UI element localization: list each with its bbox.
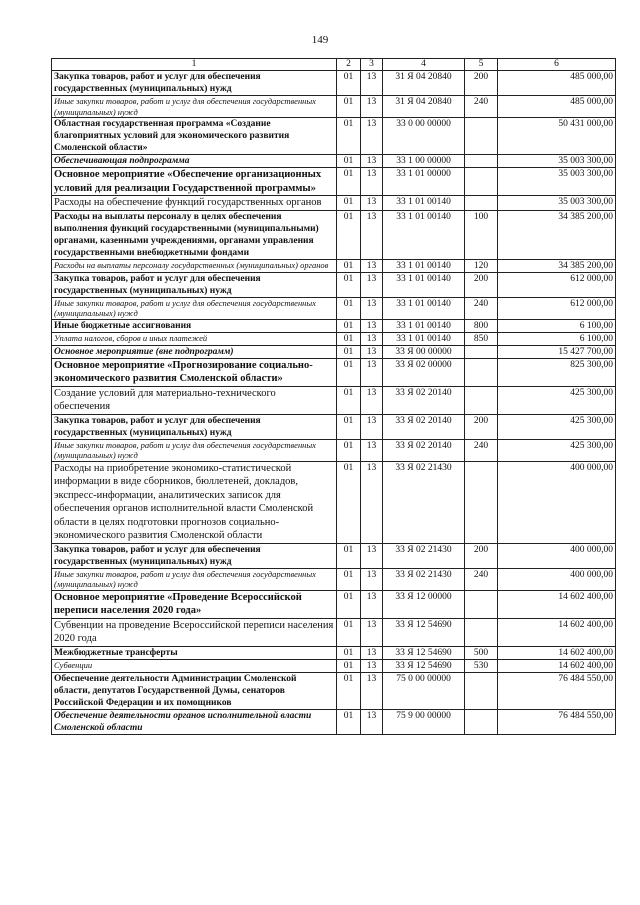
row-section-cell: 01	[337, 461, 361, 543]
row-section-cell: 01	[337, 386, 361, 414]
row-target-article-cell: 33 1 01 00140	[383, 319, 465, 332]
header-cell-name: 1	[52, 59, 337, 71]
row-target-article-cell: 33 Я 12 54690	[383, 659, 465, 672]
row-expense-type-cell: 240	[465, 96, 498, 118]
row-target-article-cell: 33 1 01 00140	[383, 332, 465, 345]
row-subsection-cell: 13	[361, 646, 383, 659]
row-section-cell: 01	[337, 96, 361, 118]
row-name-cell: Иные бюджетные ассигнования	[52, 319, 337, 332]
row-amount-cell: 76 484 550,00	[498, 709, 616, 734]
row-subsection-cell: 13	[361, 543, 383, 568]
row-subsection-cell: 13	[361, 461, 383, 543]
row-subsection-cell: 13	[361, 155, 383, 168]
row-amount-cell: 35 003 300,00	[498, 155, 616, 168]
table-row	[52, 646, 616, 659]
table-row	[52, 439, 616, 461]
row-subsection-cell: 13	[361, 590, 383, 618]
table-row	[52, 543, 616, 568]
row-expense-type-cell	[465, 345, 498, 358]
row-expense-type-cell: 200	[465, 71, 498, 96]
row-expense-type-cell	[465, 118, 498, 155]
table-header-row	[52, 59, 616, 71]
row-subsection-cell: 13	[361, 709, 383, 734]
row-name-cell: Субвенции	[52, 659, 337, 672]
row-amount-cell: 400 000,00	[498, 461, 616, 543]
row-target-article-cell: 33 0 00 00000	[383, 118, 465, 155]
row-subsection-cell: 13	[361, 568, 383, 590]
row-target-article-cell: 33 Я 00 00000	[383, 345, 465, 358]
row-section-cell: 01	[337, 155, 361, 168]
row-name-cell: Основное мероприятие «Прогнозирование социально-экономического развития Смоленской области»	[52, 358, 337, 386]
row-section-cell: 01	[337, 709, 361, 734]
row-section-cell: 01	[337, 543, 361, 568]
row-section-cell: 01	[337, 332, 361, 345]
row-expense-type-cell	[465, 618, 498, 646]
row-section-cell: 01	[337, 272, 361, 297]
row-amount-cell: 35 003 300,00	[498, 168, 616, 196]
row-section-cell: 01	[337, 439, 361, 461]
row-expense-type-cell: 200	[465, 414, 498, 439]
row-target-article-cell: 33 1 01 00140	[383, 272, 465, 297]
row-target-article-cell: 33 Я 12 54690	[383, 618, 465, 646]
row-name-cell: Иные закупки товаров, работ и услуг для обеспечения государственных (муниципальных) нужд	[52, 96, 337, 118]
row-target-article-cell: 33 Я 02 00000	[383, 358, 465, 386]
row-expense-type-cell: 240	[465, 297, 498, 319]
row-target-article-cell: 33 Я 02 21430	[383, 461, 465, 543]
row-subsection-cell: 13	[361, 297, 383, 319]
row-section-cell: 01	[337, 168, 361, 196]
row-amount-cell: 612 000,00	[498, 272, 616, 297]
row-name-cell: Расходы на обеспечение функций государственных органов	[52, 196, 337, 211]
row-name-cell: Основное мероприятие (вне подпрограмм)	[52, 345, 337, 358]
table-row	[52, 332, 616, 345]
row-name-cell: Расходы на приобретение экономико-статистической информации в виде сборников, бюллетеней, докладов, экспресс-информации, аналитических записок для обеспечения органов исполнительной власти Смоленской области в целях подготовки прогнозов социально-экономического развития Смоленской области	[52, 461, 337, 543]
header-cell-target-article: 4	[383, 59, 465, 71]
table-row	[52, 590, 616, 618]
row-expense-type-cell	[465, 672, 498, 709]
row-amount-cell: 6 100,00	[498, 319, 616, 332]
row-amount-cell: 14 602 400,00	[498, 646, 616, 659]
row-amount-cell: 76 484 550,00	[498, 672, 616, 709]
row-target-article-cell: 31 Я 04 20840	[383, 96, 465, 118]
row-amount-cell: 400 000,00	[498, 568, 616, 590]
table-row	[52, 659, 616, 672]
row-subsection-cell: 13	[361, 168, 383, 196]
row-section-cell: 01	[337, 414, 361, 439]
row-subsection-cell: 13	[361, 332, 383, 345]
row-subsection-cell: 13	[361, 272, 383, 297]
row-target-article-cell: 75 0 00 00000	[383, 672, 465, 709]
row-target-article-cell: 33 1 01 00000	[383, 168, 465, 196]
row-target-article-cell: 33 1 01 00140	[383, 210, 465, 259]
row-name-cell: Межбюджетные трансферты	[52, 646, 337, 659]
table-row	[52, 196, 616, 211]
row-expense-type-cell: 200	[465, 272, 498, 297]
row-target-article-cell: 33 1 01 00140	[383, 196, 465, 211]
row-amount-cell: 14 602 400,00	[498, 618, 616, 646]
row-expense-type-cell	[465, 386, 498, 414]
table-row	[52, 71, 616, 96]
table-row	[52, 709, 616, 734]
row-name-cell: Областная государственная программа «Создание благоприятных условий для экономического развития Смоленской области»	[52, 118, 337, 155]
table-row	[52, 414, 616, 439]
row-subsection-cell: 13	[361, 358, 383, 386]
row-expense-type-cell	[465, 155, 498, 168]
row-target-article-cell: 33 Я 02 21430	[383, 568, 465, 590]
row-target-article-cell: 33 1 01 00140	[383, 297, 465, 319]
row-subsection-cell: 13	[361, 71, 383, 96]
row-amount-cell: 612 000,00	[498, 297, 616, 319]
row-name-cell: Обеспечение деятельности органов исполнительной власти Смоленской области	[52, 709, 337, 734]
table-body	[52, 71, 616, 735]
row-name-cell: Иные закупки товаров, работ и услуг для обеспечения государственных (муниципальных) нужд	[52, 568, 337, 590]
row-subsection-cell: 13	[361, 96, 383, 118]
row-name-cell: Иные закупки товаров, работ и услуг для обеспечения государственных (муниципальных) нужд	[52, 439, 337, 461]
row-section-cell: 01	[337, 210, 361, 259]
row-amount-cell: 34 385 200,00	[498, 210, 616, 259]
table-row	[52, 297, 616, 319]
table-row	[52, 618, 616, 646]
header-cell-subsection: 3	[361, 59, 383, 71]
row-name-cell: Расходы на выплаты персоналу в целях обеспечения выполнения функций государственными (муниципальными) органами, казенными учреждениями, органами управления государственными внебюджетными фондами	[52, 210, 337, 259]
row-amount-cell: 425 300,00	[498, 414, 616, 439]
row-amount-cell: 400 000,00	[498, 543, 616, 568]
row-amount-cell: 34 385 200,00	[498, 259, 616, 272]
row-expense-type-cell	[465, 358, 498, 386]
row-subsection-cell: 13	[361, 345, 383, 358]
row-name-cell: Закупка товаров, работ и услуг для обеспечения государственных (муниципальных) нужд	[52, 543, 337, 568]
row-amount-cell: 15 427 700,00	[498, 345, 616, 358]
row-subsection-cell: 13	[361, 659, 383, 672]
row-target-article-cell: 33 1 00 00000	[383, 155, 465, 168]
row-section-cell: 01	[337, 319, 361, 332]
budget-table	[51, 58, 616, 735]
row-name-cell: Обеспечение деятельности Администрации Смоленской области, депутатов Государственной Думы, сенаторов Российской Федерации и их помощников	[52, 672, 337, 709]
header-cell-amount: 6	[498, 59, 616, 71]
table-row	[52, 386, 616, 414]
row-amount-cell: 425 300,00	[498, 439, 616, 461]
row-section-cell: 01	[337, 568, 361, 590]
table-row	[52, 358, 616, 386]
row-expense-type-cell	[465, 168, 498, 196]
row-expense-type-cell: 100	[465, 210, 498, 259]
table-row	[52, 672, 616, 709]
table-row	[52, 259, 616, 272]
row-target-article-cell: 33 Я 02 21430	[383, 543, 465, 568]
table-row	[52, 118, 616, 155]
table-row	[52, 461, 616, 543]
row-name-cell: Основное мероприятие «Проведение Всероссийской переписи населения 2020 года»	[52, 590, 337, 618]
row-expense-type-cell: 500	[465, 646, 498, 659]
row-target-article-cell: 33 Я 02 20140	[383, 414, 465, 439]
row-section-cell: 01	[337, 259, 361, 272]
table-row	[52, 210, 616, 259]
row-subsection-cell: 13	[361, 118, 383, 155]
row-target-article-cell: 33 Я 12 54690	[383, 646, 465, 659]
row-name-cell: Закупка товаров, работ и услуг для обеспечения государственных (муниципальных) нужд	[52, 272, 337, 297]
table-row	[52, 319, 616, 332]
row-amount-cell: 14 602 400,00	[498, 590, 616, 618]
row-expense-type-cell: 240	[465, 439, 498, 461]
row-subsection-cell: 13	[361, 210, 383, 259]
row-section-cell: 01	[337, 118, 361, 155]
page-number: 149	[311, 34, 329, 46]
table-row	[52, 272, 616, 297]
row-subsection-cell: 13	[361, 439, 383, 461]
table-row	[52, 168, 616, 196]
row-amount-cell: 6 100,00	[498, 332, 616, 345]
row-subsection-cell: 13	[361, 672, 383, 709]
row-section-cell: 01	[337, 672, 361, 709]
row-target-article-cell: 31 Я 04 20840	[383, 71, 465, 96]
row-target-article-cell: 33 Я 12 00000	[383, 590, 465, 618]
row-name-cell: Субвенции на проведение Всероссийской переписи населения 2020 года	[52, 618, 337, 646]
table-row	[52, 345, 616, 358]
row-target-article-cell: 33 Я 02 20140	[383, 439, 465, 461]
row-subsection-cell: 13	[361, 386, 383, 414]
row-amount-cell: 14 602 400,00	[498, 659, 616, 672]
row-subsection-cell: 13	[361, 618, 383, 646]
row-name-cell: Иные закупки товаров, работ и услуг для обеспечения государственных (муниципальных) нужд	[52, 297, 337, 319]
row-amount-cell: 485 000,00	[498, 96, 616, 118]
row-subsection-cell: 13	[361, 259, 383, 272]
row-name-cell: Расходы на выплаты персоналу государственных (муниципальных) органов	[52, 259, 337, 272]
row-section-cell: 01	[337, 196, 361, 211]
row-expense-type-cell	[465, 461, 498, 543]
row-name-cell: Обеспечивающая подпрограмма	[52, 155, 337, 168]
row-expense-type-cell	[465, 590, 498, 618]
row-section-cell: 01	[337, 590, 361, 618]
row-section-cell: 01	[337, 71, 361, 96]
row-subsection-cell: 13	[361, 196, 383, 211]
row-name-cell: Создание условий для материально-технического обеспечения	[52, 386, 337, 414]
table-row	[52, 96, 616, 118]
row-expense-type-cell: 530	[465, 659, 498, 672]
row-subsection-cell: 13	[361, 319, 383, 332]
row-expense-type-cell	[465, 709, 498, 734]
row-expense-type-cell: 120	[465, 259, 498, 272]
row-name-cell: Основное мероприятие «Обеспечение организационных условий для реализации Государственной программы»	[52, 168, 337, 196]
row-expense-type-cell: 240	[465, 568, 498, 590]
row-expense-type-cell	[465, 196, 498, 211]
row-name-cell: Закупка товаров, работ и услуг для обеспечения государственных (муниципальных) нужд	[52, 71, 337, 96]
row-expense-type-cell: 800	[465, 319, 498, 332]
row-target-article-cell: 33 Я 02 20140	[383, 386, 465, 414]
header-cell-expense-type: 5	[465, 59, 498, 71]
row-section-cell: 01	[337, 297, 361, 319]
row-amount-cell: 485 000,00	[498, 71, 616, 96]
row-target-article-cell: 75 9 00 00000	[383, 709, 465, 734]
row-subsection-cell: 13	[361, 414, 383, 439]
row-amount-cell: 50 431 000,00	[498, 118, 616, 155]
row-section-cell: 01	[337, 646, 361, 659]
table-row	[52, 568, 616, 590]
row-expense-type-cell: 200	[465, 543, 498, 568]
row-section-cell: 01	[337, 618, 361, 646]
row-amount-cell: 825 300,00	[498, 358, 616, 386]
header-cell-section: 2	[337, 59, 361, 71]
row-expense-type-cell: 850	[465, 332, 498, 345]
row-section-cell: 01	[337, 659, 361, 672]
row-name-cell: Закупка товаров, работ и услуг для обеспечения государственных (муниципальных) нужд	[52, 414, 337, 439]
row-name-cell: Уплата налогов, сборов и иных платежей	[52, 332, 337, 345]
table-row	[52, 155, 616, 168]
row-amount-cell: 425 300,00	[498, 386, 616, 414]
row-amount-cell: 35 003 300,00	[498, 196, 616, 211]
row-section-cell: 01	[337, 345, 361, 358]
row-target-article-cell: 33 1 01 00140	[383, 259, 465, 272]
row-section-cell: 01	[337, 358, 361, 386]
